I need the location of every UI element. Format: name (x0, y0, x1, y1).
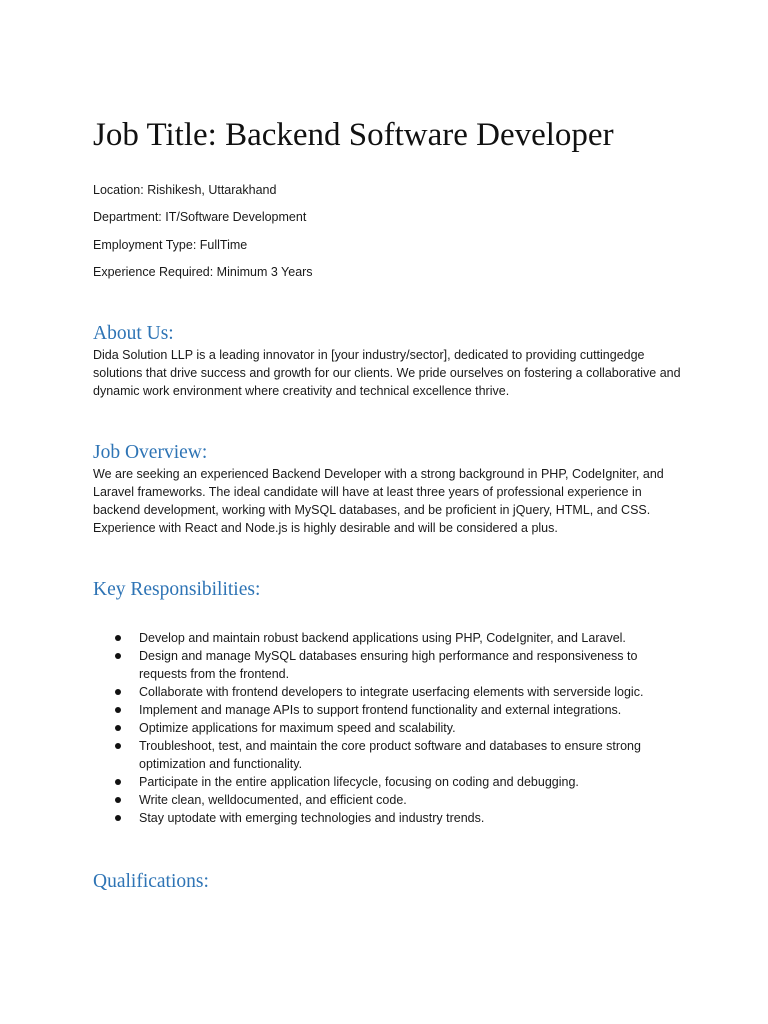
meta-department: Department: IT/Software Development (93, 210, 307, 225)
about-us-text: Dida Solution LLP is a leading innovator in [your industry/sector], dedicated to providing cuttingedge solutions that drive success and growth for our clients. We pride ourselves on fostering a collaborative and dynamic work environment where creativity and technical excellence thrive. (93, 348, 681, 398)
list-item (93, 683, 685, 701)
bullet-icon (115, 635, 121, 641)
bullet-icon (115, 653, 121, 659)
list-item-text: Implement and manage APIs to support frontend functionality and external integrations. (139, 703, 622, 717)
bullet-icon (115, 779, 121, 785)
list-item (93, 737, 685, 773)
meta-employment-type: Employment Type: FullTime (93, 237, 248, 252)
meta-experience: Experience Required: Minimum 3 Years (93, 264, 313, 279)
list-item (93, 629, 685, 647)
job-meta-list (93, 180, 313, 289)
list-item-text: Develop and maintain robust backend applications using PHP, CodeIgniter, and Laravel. (139, 631, 626, 645)
about-us-heading: About Us: (93, 323, 174, 344)
list-item (93, 773, 685, 791)
list-item (93, 647, 685, 683)
responsibilities-list (93, 629, 685, 827)
list-item-text: Stay uptodate with emerging technologies and industry trends. (139, 811, 485, 825)
bullet-icon (115, 707, 121, 713)
job-overview-heading: Job Overview: (93, 442, 208, 463)
list-item (93, 809, 685, 827)
bullet-icon (115, 797, 121, 803)
list-item (93, 719, 685, 737)
bullet-icon (115, 725, 121, 731)
list-item-text: Design and manage MySQL databases ensuring high performance and responsiveness to requests from the frontend. (139, 649, 638, 681)
list-item-text: Write clean, welldocumented, and efficient code. (139, 793, 407, 807)
bullet-icon (115, 815, 121, 821)
list-item-text: Participate in the entire application lifecycle, focusing on coding and debugging. (139, 775, 579, 789)
list-item-text: Troubleshoot, test, and maintain the core product software and databases to ensure strong optimization and functionality. (139, 739, 641, 771)
key-responsibilities-heading: Key Responsibilities: (93, 579, 261, 600)
job-overview-text: We are seeking an experienced Backend Developer with a strong background in PHP, CodeIgniter, and Laravel frameworks. The ideal candidate will have at least three years of professional experience in backend development, working with MySQL databases, and be proficient in jQuery, HTML, and CSS. Experience with React and Node.js is highly desirable and will be considered a plus. (93, 467, 664, 535)
meta-location: Location: Rishikesh, Uttarakhand (93, 183, 277, 197)
job-title-heading: Job Title: Backend Software Developer (93, 117, 614, 153)
bullet-icon (115, 689, 121, 695)
list-item-text: Collaborate with frontend developers to integrate userfacing elements with serverside logic. (139, 685, 644, 699)
list-item (93, 701, 685, 719)
list-item (93, 791, 685, 809)
list-item-text: Optimize applications for maximum speed and scalability. (139, 721, 456, 735)
qualifications-heading: Qualifications: (93, 871, 209, 892)
bullet-icon (115, 743, 121, 749)
